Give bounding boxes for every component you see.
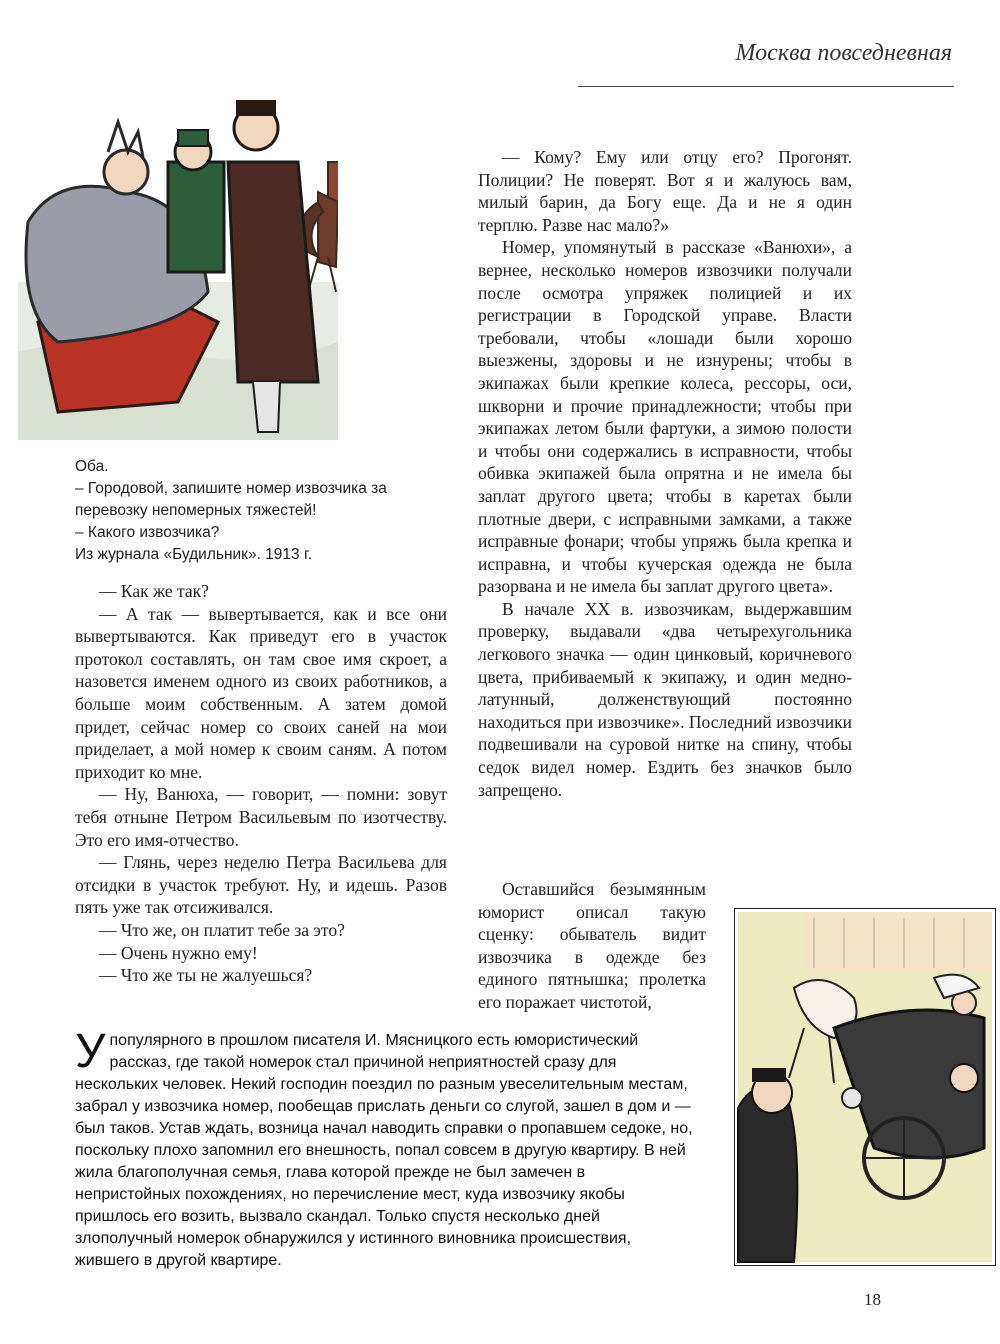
paragraph: — Что же, он платит тебе за это?: [99, 919, 345, 940]
page-number: 18: [864, 1290, 881, 1309]
paragraph: — Очень нужно ему!: [99, 942, 258, 963]
header-rule: [578, 86, 954, 87]
paragraph: — Что же ты не жалуешься?: [99, 965, 313, 986]
paragraph: В начале XX в. извозчикам, выдержавшим проверку, выдавали «два четырехугольника легкового значка — один цинковый, коричневого цвета, прибиваемый к экипажу, и один медно-латунный, долженствующий постоянно находиться при извозчике». Последний извозчики подвешивали на суровой нитке на спину, чтобы седок видел номер. Ездить без значков было запрещено.: [478, 598, 852, 800]
paragraph: Номер, упомянутый в рассказе «Ванюхи», а вернее, несколько номеров извозчики получали после осмотра упряжек полицией и их регистрации в Городской управе. Власти требовали, чтобы «лошади были хорошо выезжены, здоровы и не изнурены; чтобы в экипажах были крепкие колеса, рессоры, оси, шкворни и прочие принадлежности; чтобы при экипажах летом были фартуки, а зимою полости и чтобы они содержались в исправности, чтобы обивка экипажей была опрятна и не имела бы заплат другого цвета; чтобы в каретах были плотные двери, с исправными замками, а также исправные фонари; чтобы упряжь была крепка и исправна, и чтобы кучерская одежда не была разорвана и не имела бы заплат другого цвета».: [478, 237, 852, 597]
caption-line: Из журнала «Будильник». 1913 г.: [75, 546, 313, 563]
sidebar-paragraph: [75, 1025, 695, 1272]
right-column: [478, 146, 852, 801]
caption-line: перевозку непомерных тяжестей!: [75, 502, 317, 519]
illustration-sleigh: [18, 52, 338, 440]
left-column: [75, 580, 447, 987]
paragraph: Оставшийся безымянным юморист описал такую сценку: обыватель видит извозчика в одежде без единого пятнышка; пролетка его поражает чистотой,: [478, 879, 706, 1012]
caption-line: – Городовой, запишите номер извозчика за: [75, 480, 387, 497]
caption-line: – Какого извозчика?: [75, 524, 220, 541]
paragraph: — Ну, Ванюха, — говорит, — помни: зовут тебя отныне Петром Васильевым по изотчеству. Это его имя-отчество.: [75, 784, 447, 850]
caption-line: Оба.: [75, 458, 109, 475]
paragraph: — А так — вывертывается, как и все они вывертываются. Как приведут его в участок протокол составлять, он там свое имя скроет, а назовется именем одного из своих работников, а больше моим собственным. А затем домой придет, сейчас номер со своих саней на мои приделает, а мой номер к своим саням. А потом приходит ко мне.: [75, 603, 447, 782]
paragraph: — Кому? Ему или отцу его? Прогонят. Полиции? Не поверят. Вот я и жалуюсь вам, милый барин, да Богу еще. Да и не я один терплю. Разве нас мало?»: [478, 147, 852, 235]
paragraph: — Как же так?: [99, 581, 209, 601]
illustration-automobile: [734, 908, 996, 1266]
drop-cap: У: [75, 1025, 106, 1078]
illustration-caption: [75, 456, 435, 566]
paragraph: — Глянь, через неделю Петра Васильева для отсидки в участок требуют. Ну, и идешь. Разов пять уже так отсиживался.: [75, 852, 447, 918]
right-column-continued: [478, 878, 706, 1014]
sidebar-text: популярного в прошлом писателя И. Мясницкого есть юмористический рассказ, где такой номерок стал причиной неприятностей сразу для нескольких человек. Некий господин поездил по разным увеселительным местам, забрал у извозчика номер, пообещав прислать деньги со слугой, зашел в дом и — был таков. Устав ждать, возница начал наводить справки о пропавшем седоке, но, поскольку плохо запомнил его внешность, попал совсем в другую квартиру. В ней жила благополучная семья, глава которой прежде не был замечен в непристойных похождениях, но перечисление мест, куда извозчику якобы пришлось его возить, вызвало скандал. Только спустя несколько дней злополучный номерок обнаружился у истинного виновника происшествия, жившего в другой квартире.: [75, 1032, 693, 1269]
running-header: Москва повседневная: [735, 40, 952, 66]
